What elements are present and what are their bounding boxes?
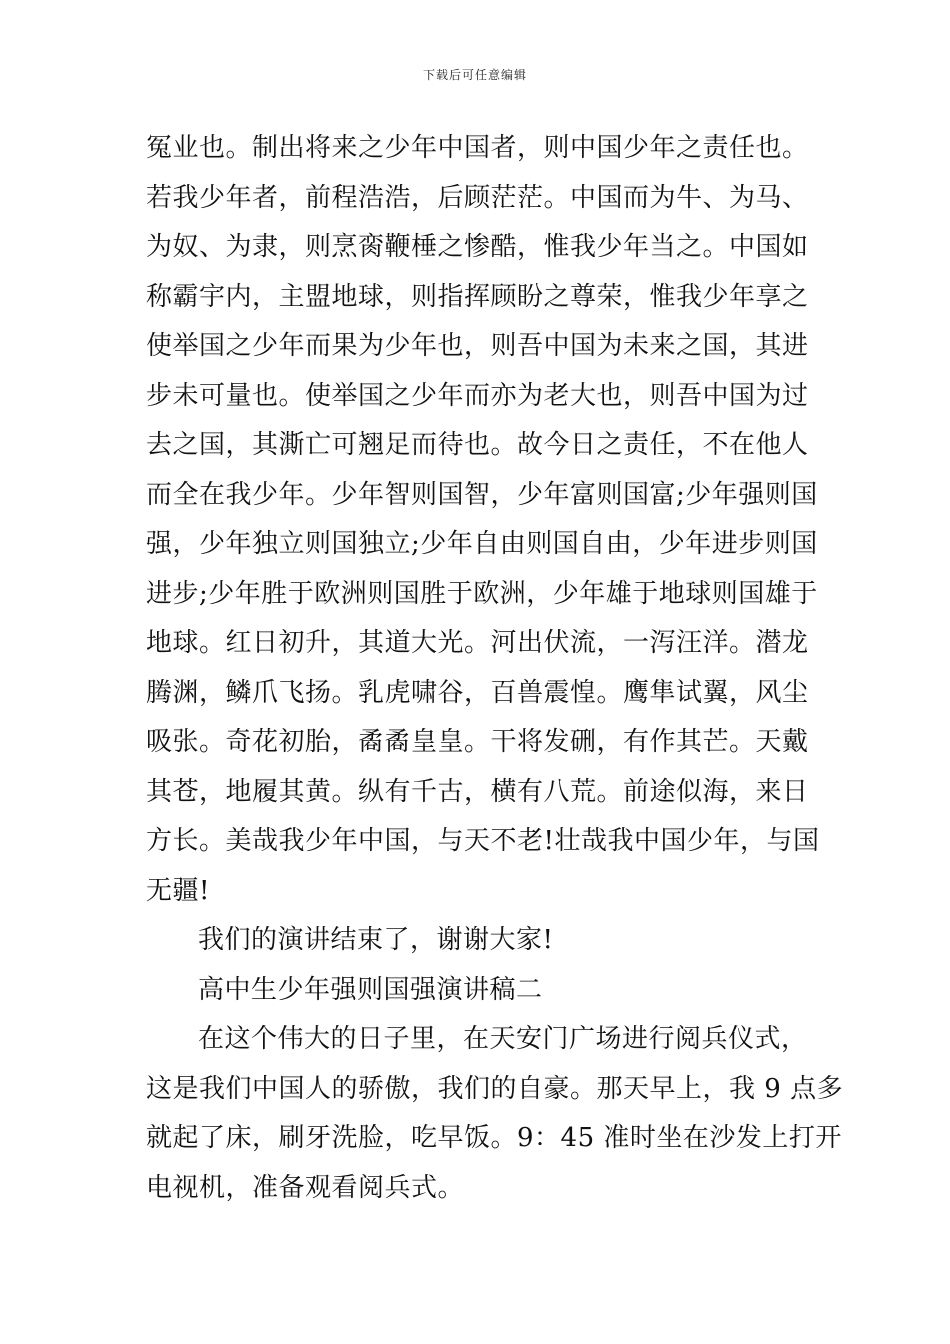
- text-line: 若我少年者，前程浩浩，后顾茫茫。中国而为牛、为马、: [146, 182, 809, 213]
- text-line: 称霸宇内，主盟地球，则指挥顾盼之尊荣，惟我少年享之: [146, 281, 809, 312]
- closing-line: 我们的演讲结束了，谢谢大家!: [198, 925, 554, 955]
- text-line: 吸张。奇花初胎，矞矞皇皇。干将发硎，有作其芒。天戴: [146, 727, 809, 757]
- text-line: 无疆!: [146, 875, 210, 906]
- text-line: 步未可量也。使举国之少年而亦为老大也，则吾中国为过: [146, 380, 809, 411]
- text-line: 强，少年独立则国独立;少年自由则国自由，少年进步则国: [146, 529, 818, 559]
- section-title: 高中生少年强则国强演讲稿二: [198, 974, 543, 1005]
- text-line: 这是我们中国人的骄傲，我们的自豪。那天早上，我 9 点多: [146, 1073, 844, 1104]
- text-line: 地球。红日初升，其道大光。河出伏流，一泻汪洋。潜龙: [146, 628, 809, 658]
- text-line: 腾渊，鳞爪飞扬。乳虎啸谷，百兽震惶。鹰隼试翼，风尘: [146, 677, 809, 708]
- text-line: 进步;少年胜于欧洲则国胜于欧洲，少年雄于地球则国雄于: [146, 578, 818, 609]
- text-line: 为奴、为隶，则烹脔鞭棰之惨酷，惟我少年当之。中国如: [146, 232, 809, 262]
- text-line: 方长。美哉我少年中国，与天不老!壮哉我中国少年，与国: [146, 826, 820, 856]
- header-note: 下载后可任意编辑: [422, 68, 527, 82]
- text-line: 电视机，准备观看阅兵式。: [146, 1172, 465, 1203]
- text-line: 去之国，其澌亡可翘足而待也。故今日之责任，不在他人: [146, 430, 809, 460]
- text-line: 就起了床，刷牙洗脸，吃早饭。9：45 准时坐在沙发上打开: [146, 1123, 842, 1153]
- text-line: 冤业也。制出将来之少年中国者，则中国少年之责任也。: [146, 133, 809, 163]
- document-body: [146, 124, 844, 1213]
- text-line: 其苍，地履其黄。纵有千古，横有八荒。前途似海，来日: [146, 776, 809, 807]
- paragraph-start-line: 在这个伟大的日子里，在天安门广场进行阅兵仪式，: [198, 1024, 808, 1054]
- text-line: 使举国之少年而果为少年也，则吾中国为未来之国，其进: [146, 331, 809, 361]
- text-line: 而全在我少年。少年智则国智，少年富则国富;少年强则国: [146, 479, 818, 510]
